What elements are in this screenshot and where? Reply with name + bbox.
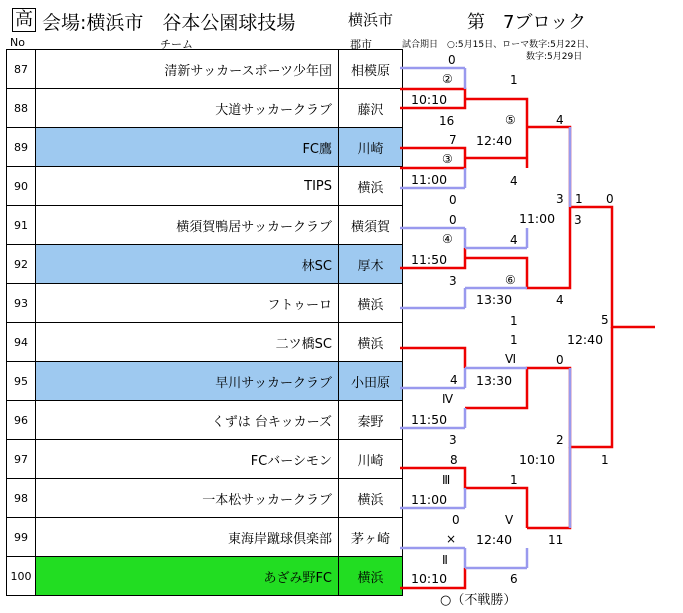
team-city: 厚木 [339, 245, 403, 284]
bracket-label: 12:40 [567, 332, 604, 347]
bracket-label: 8 [450, 453, 458, 467]
bracket-label: 3 [556, 192, 564, 206]
bracket-label: 3 [449, 274, 457, 288]
bracket-label: 0 [449, 213, 457, 227]
bracket-label: 12:40 [476, 532, 513, 547]
bracket-label: 12:40 [476, 133, 513, 148]
bracket-label: 5 [601, 313, 609, 327]
team-no: 94 [7, 323, 36, 362]
col-no-header: No [10, 36, 25, 49]
category-badge: 高 [12, 8, 36, 32]
team-name: 林SC [36, 245, 339, 284]
bracket-label: 4 [556, 113, 564, 127]
venue-title: 会場:横浜市 谷本公園球技場 [42, 12, 296, 34]
bracket-label: 16 [439, 114, 455, 128]
bracket-label: ⑥ [505, 273, 516, 287]
col-city-header: 郡市 [350, 38, 372, 51]
bracket-label: 1 [601, 453, 609, 467]
bracket-label: 2 [556, 433, 564, 447]
winner-lines [400, 89, 655, 588]
bracket-label: 11:00 [411, 492, 448, 507]
team-city: 横浜 [339, 284, 403, 323]
bracket-label: Ⅵ [505, 352, 517, 366]
bracket-label: 11:00 [411, 172, 448, 187]
team-name: FCバーシモン [36, 440, 339, 479]
bracket-label: ④ [442, 232, 453, 246]
bracket-labels [411, 53, 614, 608]
bracket-label: 6 [510, 572, 518, 586]
team-city: 相模原 [339, 50, 403, 89]
bracket-label: ○（不戦勝） [440, 593, 517, 608]
bracket-label: 0 [448, 53, 456, 67]
bracket-label: 7 [449, 133, 457, 147]
team-name: あざみ野FC [36, 557, 339, 596]
team-no: 92 [7, 245, 36, 284]
bracket-label: 0 [449, 193, 457, 207]
bracket-label: 11:50 [411, 252, 448, 267]
team-city: 横浜 [339, 323, 403, 362]
schedule-note: 試合期日 ○:5月15日、ローマ数字:5月22日、 [402, 40, 595, 50]
team-no: 93 [7, 284, 36, 323]
team-no: 95 [7, 362, 36, 401]
bracket-label: 1 [575, 192, 583, 206]
bracket-label: 0 [556, 353, 564, 367]
team-city: 秦野 [339, 401, 403, 440]
team-city: 横須賀 [339, 206, 403, 245]
team-no: 87 [7, 50, 36, 89]
team-city: 川崎 [339, 440, 403, 479]
team-no: 90 [7, 167, 36, 206]
team-no: 89 [7, 128, 36, 167]
bracket-label: 13:30 [476, 373, 513, 388]
bracket-label: 1 [510, 314, 518, 328]
bracket-label: 3 [449, 433, 457, 447]
bracket-label: 4 [450, 373, 458, 387]
bracket-label: Ⅱ [442, 553, 448, 567]
team-city: 横浜 [339, 479, 403, 518]
team-name: 一本松サッカークラブ [36, 479, 339, 518]
venue-city: 横浜市 [348, 11, 394, 29]
team-city: 小田原 [339, 362, 403, 401]
bracket-label: 1 [510, 73, 518, 87]
team-no: 99 [7, 518, 36, 557]
bracket-label: ③ [442, 152, 453, 166]
team-name: 清新サッカースポーツ少年団 [36, 50, 339, 89]
team-name: フトゥーロ [36, 284, 339, 323]
team-city: 川崎 [339, 128, 403, 167]
bracket-label: 13:30 [476, 292, 513, 307]
bracket-label: 3 [574, 213, 582, 227]
bracket-label: 4 [556, 293, 564, 307]
team-no: 91 [7, 206, 36, 245]
bracket-label: Ⅳ [442, 392, 454, 406]
team-no: 88 [7, 89, 36, 128]
team-name: くずは 台キッカーズ [36, 401, 339, 440]
bracket-label: 11 [548, 533, 564, 547]
bracket-label: 4 [510, 174, 518, 188]
team-name: 東海岸蹴球倶楽部 [36, 518, 339, 557]
team-city: 茅ヶ崎 [339, 518, 403, 557]
bracket-label: 4 [510, 233, 518, 247]
bracket-label: × [446, 532, 457, 546]
team-no: 100 [7, 557, 36, 596]
bracket-label: 10:10 [411, 92, 448, 107]
bracket-label: 11:00 [519, 211, 556, 226]
bracket-label: 1 [510, 473, 518, 487]
block-title: 第 7ブロック [467, 12, 587, 33]
team-name: 早川サッカークラブ [36, 362, 339, 401]
schedule-note-2: 数字:5月29日 [526, 52, 583, 62]
bracket-label: 11:50 [411, 412, 448, 427]
team-name: 二ツ橋SC [36, 323, 339, 362]
bracket-label: 10:10 [411, 571, 448, 586]
bracket-label: 0 [452, 513, 460, 527]
team-city: 横浜 [339, 167, 403, 206]
team-name: 横須賀鴨居サッカークラブ [36, 206, 339, 245]
bracket-label: ② [442, 72, 453, 86]
bracket-label: 1 [510, 333, 518, 347]
col-team-header: チーム [160, 38, 193, 51]
team-no: 96 [7, 401, 36, 440]
team-city: 藤沢 [339, 89, 403, 128]
bracket-label: 0 [606, 192, 614, 206]
team-name: 大道サッカークラブ [36, 89, 339, 128]
bracket-label: ⑤ [505, 113, 516, 127]
team-name: TIPS [36, 167, 339, 206]
team-name: FC鷹 [36, 128, 339, 167]
team-no: 97 [7, 440, 36, 479]
team-no: 98 [7, 479, 36, 518]
bracket-label: Ⅲ [442, 473, 451, 487]
bracket-label: 10:10 [519, 452, 556, 467]
team-city: 横浜 [339, 557, 403, 596]
bracket-label: Ⅴ [505, 513, 514, 527]
